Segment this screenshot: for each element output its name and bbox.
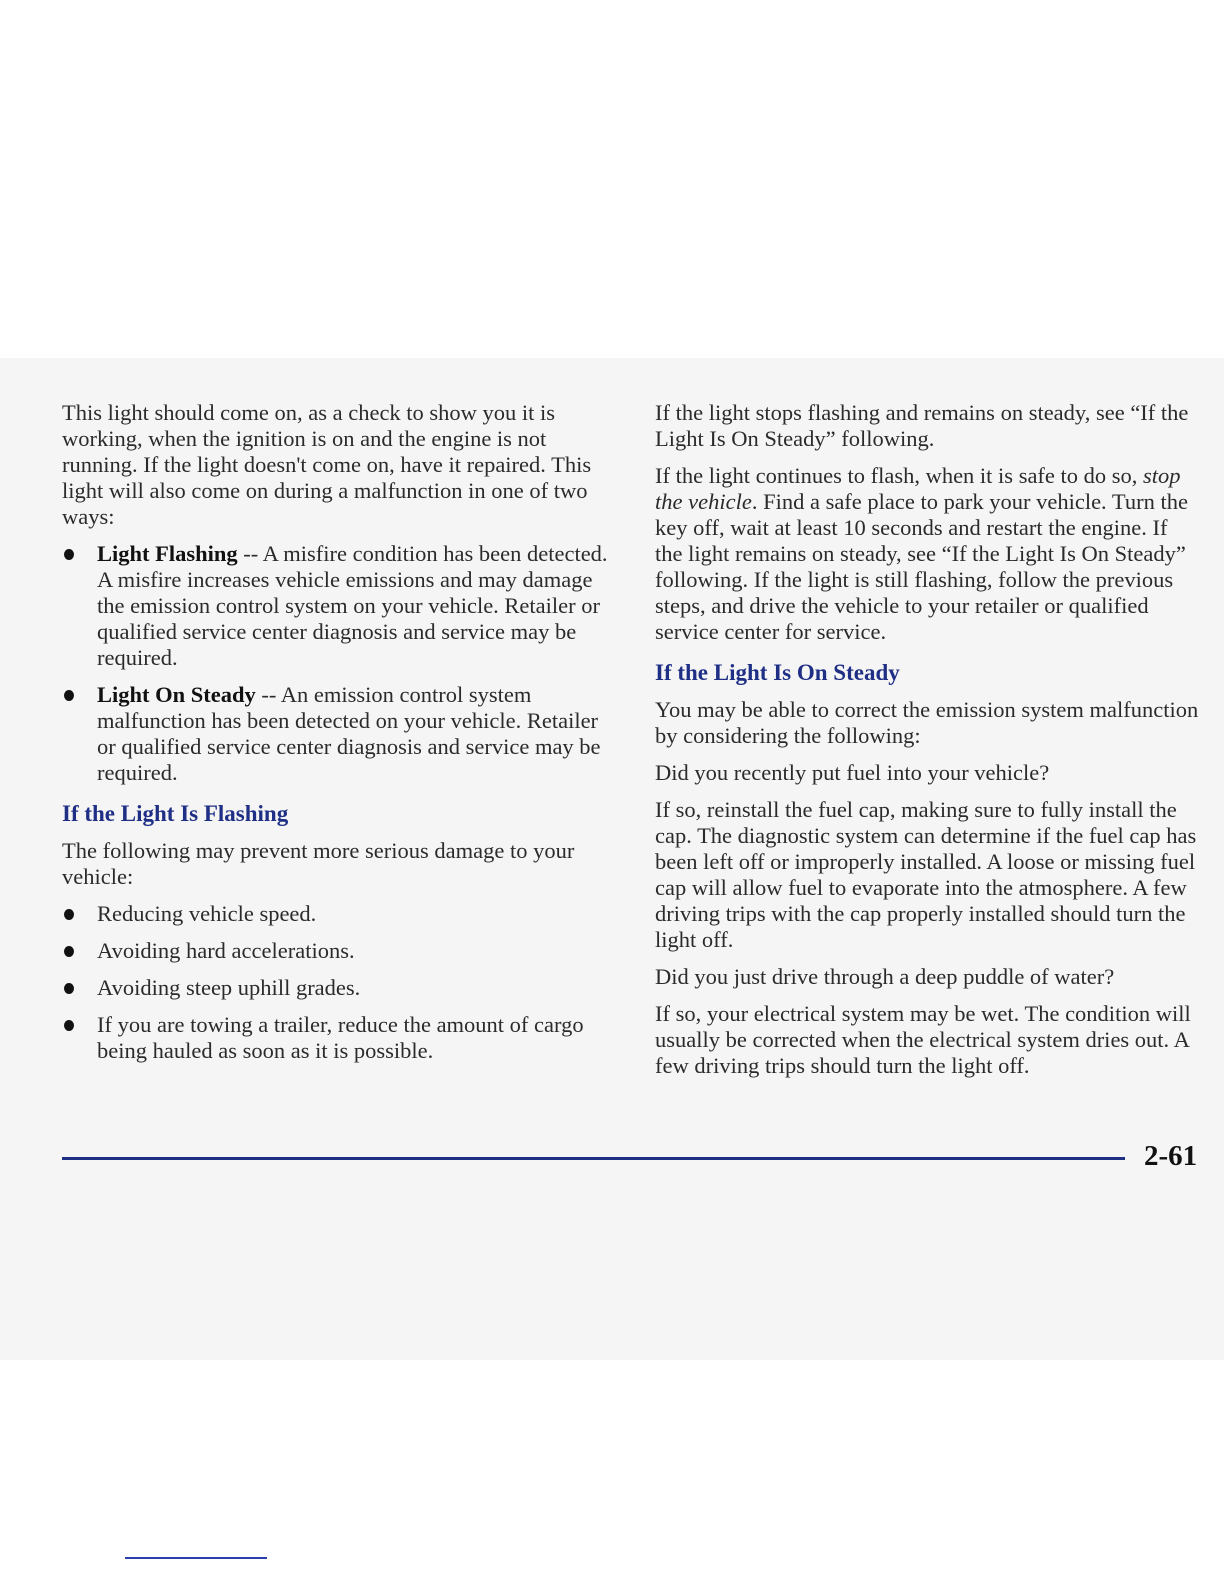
flashing-heading: If the Light Is Flashing xyxy=(62,801,289,826)
flashing-intro: The following may prevent more serious damage to your vehicle: xyxy=(62,838,575,889)
light-modes-list xyxy=(62,541,614,786)
bottom-link-underline[interactable] xyxy=(125,1557,267,1559)
right-column xyxy=(655,400,1200,1090)
footer-rule xyxy=(62,1157,1125,1160)
mode-description: -- A misfire condition has been detected. A misfire increases vehicle emissions and may damage the emission control system on your vehicle. Retailer or qualified service center diagnosis and service may be required. xyxy=(97,541,608,670)
mode-term: Light Flashing xyxy=(97,541,238,566)
list-item xyxy=(62,682,614,786)
mode-description: -- An emission control system malfunction has been detected on your vehicle. Retailer or qualified service center diagnosis and service may be required. xyxy=(97,682,601,785)
stops-flashing-paragraph: If the light stops flashing and remains on steady, see “If the Light Is On Steady” following. xyxy=(655,400,1189,451)
fuel-answer: If so, reinstall the fuel cap, making sure to fully install the cap. The diagnostic system can determine if the fuel cap has been left off or improperly installed. A loose or missing fuel cap will allow fuel to evaporate into the atmosphere. A few driving trips with the cap properly installed should turn the light off. xyxy=(655,797,1197,952)
list-item: Reducing vehicle speed. xyxy=(62,901,614,927)
mode-term: Light On Steady xyxy=(97,682,256,707)
steady-heading: If the Light Is On Steady xyxy=(655,660,900,685)
page-number: 2-61 xyxy=(1144,1140,1198,1172)
flashing-list xyxy=(62,901,614,1064)
p2-end: . Find a safe place to park your vehicle. Turn the key off, wait at least 10 seconds and restart the engine. If the light remains on steady, see “If the Light Is On Steady” following. If the light is still flashing, follow the previous steps, and drive the vehicle to your retailer or qualified service center for service. xyxy=(655,489,1188,644)
intro-paragraph: This light should come on, as a check to show you it is working, when the ignition is on and the engine is not running. If the light doesn't come on, have it repaired. This light will also come on during a malfunction in one of two ways: xyxy=(62,400,592,529)
stop-vehicle-emphasis: stop the vehicle xyxy=(655,463,1181,514)
fuel-question: Did you recently put fuel into your vehicle? xyxy=(655,760,1050,785)
list-item: Avoiding steep uphill grades. xyxy=(62,975,614,1001)
water-answer: If so, your electrical system may be wet. The condition will usually be corrected when the electrical system dries out. A few driving trips should turn the light off. xyxy=(655,1001,1191,1078)
list-item: Avoiding hard accelerations. xyxy=(62,938,614,964)
left-column xyxy=(62,400,614,1076)
list-item xyxy=(62,541,614,671)
p2-start: If the light continues to flash, when it is safe to do so, xyxy=(655,463,1144,488)
continues-flashing-paragraph xyxy=(655,463,1200,645)
water-question: Did you just drive through a deep puddle of water? xyxy=(655,964,1115,989)
steady-intro: You may be able to correct the emission system malfunction by considering the following: xyxy=(655,697,1199,748)
list-item: If you are towing a trailer, reduce the amount of cargo being hauled as soon as it is possible. xyxy=(62,1012,614,1064)
